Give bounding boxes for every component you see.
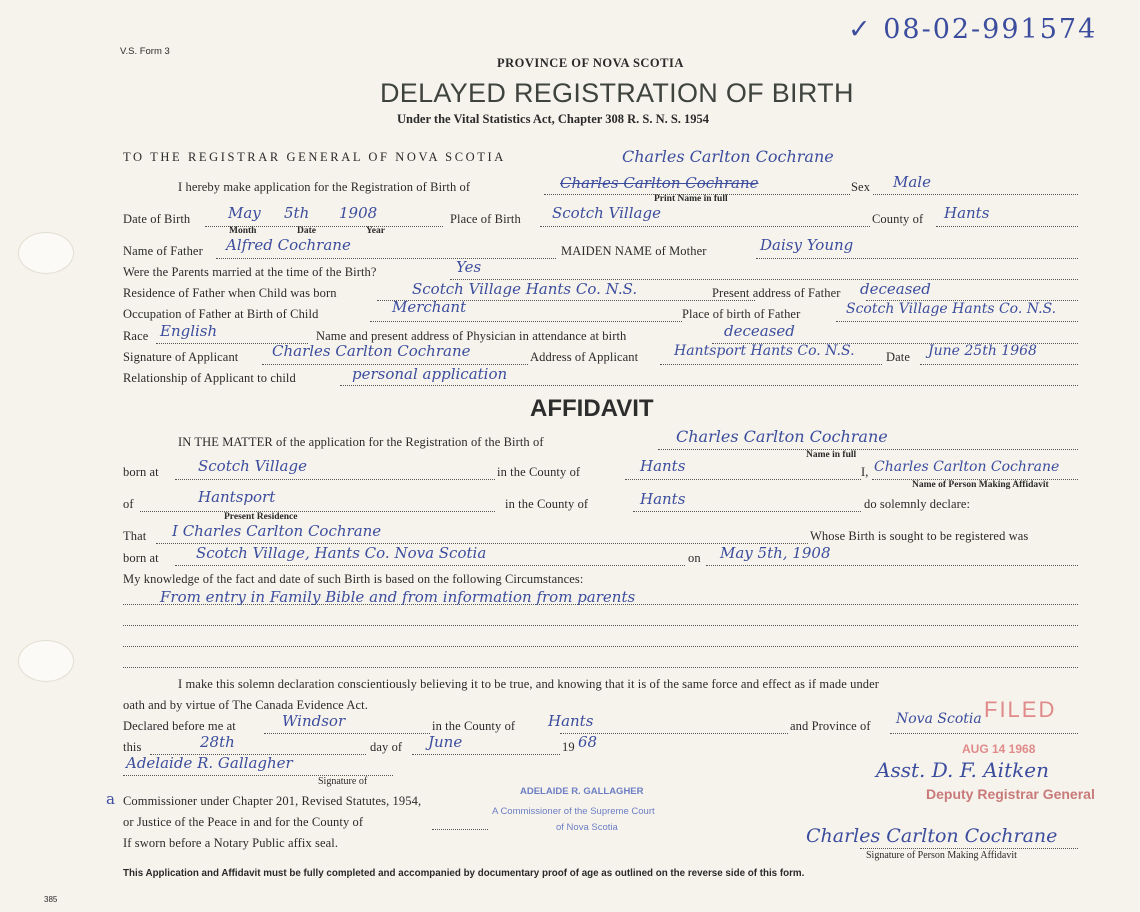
signature-of-label: Signature of (318, 776, 368, 787)
dob-date: 5th (284, 204, 310, 222)
this-day-value: 28th (200, 733, 235, 751)
filed-stamp: FILED (984, 697, 1057, 722)
county-value-1: Hants (640, 457, 686, 475)
born-at-value-2: Scotch Village, Hants Co. Nova Scotia (196, 544, 487, 562)
county-value-3: Hants (548, 712, 594, 730)
that-label: That (123, 529, 147, 543)
affiant-name: Charles Carlton Cochrane (874, 459, 1060, 475)
affiant-signature-label: Signature of Person Making Affidavit (866, 850, 1017, 861)
date-value: June 25th 1968 (928, 343, 1037, 359)
apply-text: I hereby make application for the Registration of Birth of (178, 180, 471, 194)
physician-label: Name and present address of Physician in attendance at birth (316, 329, 627, 343)
residence-value: Scotch Village Hants Co. N.S. (412, 280, 638, 298)
county-label-3: in the County of (432, 719, 516, 733)
province-value: Nova Scotia (896, 711, 982, 727)
registrar-title: Deputy Registrar General (926, 786, 1095, 802)
county-label-1: in the County of (497, 465, 581, 479)
province-heading: PROVINCE OF NOVA SCOTIA (497, 56, 684, 70)
race-label: Race (123, 329, 149, 343)
month-value: June (428, 733, 463, 751)
this-label: this (123, 740, 142, 754)
declared-label: Declared before me at (123, 719, 236, 733)
notary-line: If sworn before a Notary Public affix seal. (123, 836, 339, 850)
page-title: DELAYED REGISTRATION OF BIRTH (380, 78, 854, 108)
knowledge-label: My knowledge of the fact and date of such Birth is based on the following Circumstances: (123, 572, 584, 586)
footer-note: This Application and Affidavit must be fully completed and accompanied by documentary proof of age as outlined on the reverse side of this form. (123, 868, 805, 879)
name-in-full-label: Name in full (806, 450, 857, 460)
commissioner-signature: Adelaide R. Gallagher (126, 754, 293, 772)
day-of-label: day of (370, 740, 403, 754)
dob-month: May (228, 204, 261, 222)
affiant-signature: Charles Carlton Cochrane (806, 825, 1058, 847)
month-label: Month (229, 226, 257, 236)
born-at-value: Scotch Village (198, 457, 307, 475)
justice-line: or Justice of the Peace in and for the County of (123, 815, 364, 829)
father-birth-label: Place of birth of Father (682, 307, 801, 321)
form-number: V.S. Form 3 (120, 46, 170, 57)
mother-label: MAIDEN NAME of Mother (561, 244, 707, 258)
father-birth-value: Scotch Village Hants Co. N.S. (846, 301, 1057, 317)
county-label: County of (872, 212, 924, 226)
physician-value: deceased (724, 322, 795, 340)
affidavit-heading: AFFIDAVIT (530, 395, 654, 422)
name-in-full: Charles Carlton Cochrane (560, 174, 759, 192)
county-value-2: Hants (640, 490, 686, 508)
race-value: English (160, 322, 218, 340)
married-value: Yes (456, 258, 482, 276)
sig-label: Signature of Applicant (123, 350, 239, 364)
matter-label: IN THE MATTER of the application for the Registration of the Birth of (178, 435, 544, 449)
present-father-label: Present address of Father (712, 286, 841, 300)
marker-a: a (106, 790, 115, 808)
occupation-label: Occupation of Father at Birth of Child (123, 307, 319, 321)
dob-year: 1908 (339, 204, 378, 222)
declared-at-value: Windsor (282, 712, 346, 730)
present-residence-label: Present Residence (224, 512, 298, 522)
stamp-place: of Nova Scotia (556, 822, 618, 833)
sex-value: Male (893, 173, 931, 191)
county-label-2: in the County of (505, 497, 589, 511)
solemn-line-2: oath and by virtue of The Canada Evidence Act. (123, 698, 368, 712)
year-suffix: 68 (578, 733, 598, 751)
declare-label: do solemnly declare: (864, 497, 971, 511)
commissioner-line: Commissioner under Chapter 201, Revised Statutes, 1954, (123, 794, 422, 808)
punch-hole-top (18, 232, 74, 274)
mother-value: Daisy Young (760, 236, 854, 254)
registrar-signature: Asst. D. F. Aitken (876, 758, 1049, 782)
place-value: Scotch Village (552, 204, 661, 222)
married-label: Were the Parents married at the time of the Birth? (123, 265, 377, 279)
i-label: I, (861, 465, 869, 479)
check-mark: ✓ (848, 14, 873, 45)
that-value: I Charles Carlton Cochrane (172, 522, 382, 540)
whose-birth-label: Whose Birth is sought to be registered was (810, 529, 1029, 543)
relation-value: personal application (352, 365, 508, 383)
sex-label: Sex (851, 180, 871, 194)
date-label: Date (886, 350, 910, 364)
addr-label: Address of Applicant (530, 350, 639, 364)
stamp-name: ADELAIDE R. GALLAGHER (520, 786, 644, 797)
residence-label: Residence of Father when Child was born (123, 286, 337, 300)
father-value: Alfred Cochrane (226, 236, 351, 254)
on-label: on (688, 551, 701, 565)
file-number: ✓ 08-02-991574 (848, 14, 1098, 45)
relation-label: Relationship of Applicant to child (123, 371, 296, 385)
of-value: Hantsport (198, 488, 276, 506)
page-subtitle: Under the Vital Statistics Act, Chapter 308 R. S. N. S. 1954 (397, 112, 710, 126)
matter-name: Charles Carlton Cochrane (676, 427, 888, 446)
applicant-signature: Charles Carlton Cochrane (272, 342, 471, 360)
born-at-label-2: born at (123, 551, 159, 565)
circumstances-value: From entry in Family Bible and from information from parents (160, 588, 636, 606)
born-at-label: born at (123, 465, 159, 479)
stamp-role: A Commissioner of the Supreme Court (492, 806, 655, 817)
addr-value: Hantsport Hants Co. N.S. (674, 343, 855, 359)
place-label: Place of Birth (450, 212, 521, 226)
on-value: May 5th, 1908 (720, 544, 831, 562)
father-label: Name of Father (123, 244, 203, 258)
punch-hole-bottom (18, 640, 74, 682)
province-label: and Province of (790, 719, 871, 733)
footer-code: 385 (44, 895, 58, 904)
name-written: Charles Carlton Cochrane (622, 147, 834, 166)
filed-date: AUG 14 1968 (962, 742, 1036, 756)
year-label: Year (366, 226, 385, 236)
of-label: of (123, 497, 134, 511)
occupation-value: Merchant (392, 298, 467, 316)
present-father-value: deceased (860, 280, 931, 298)
affiant-label: Name of Person Making Affidavit (912, 480, 1049, 490)
solemn-line-1: I make this solemn declaration conscientiously believing it to be true, and knowing that it is of the same force and effect as if made under (178, 677, 880, 691)
dob-label: Date of Birth (123, 212, 191, 226)
date-label: Date (297, 226, 316, 236)
county-value: Hants (944, 204, 990, 222)
year-prefix: 19 (562, 740, 575, 754)
to-registrar: TO THE REGISTRAR GENERAL OF NOVA SCOTIA (123, 150, 506, 164)
print-name-label: Print Name in full (654, 194, 728, 204)
